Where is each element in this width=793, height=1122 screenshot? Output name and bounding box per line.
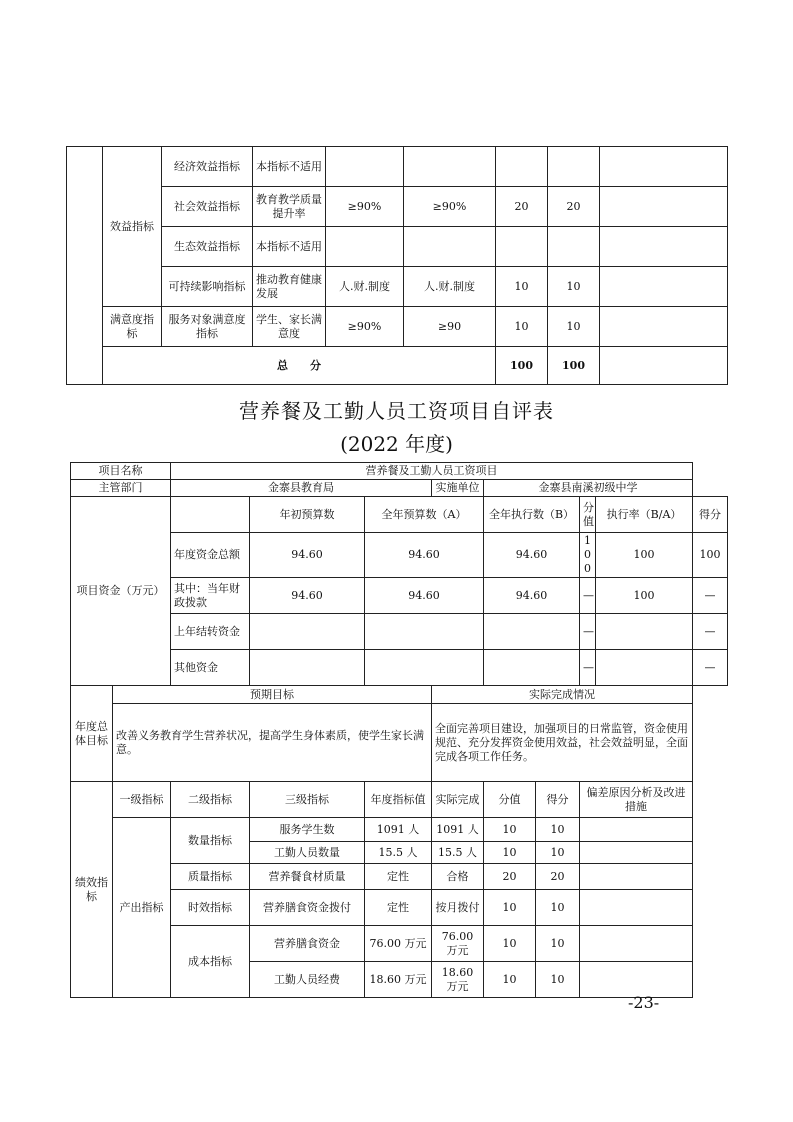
target-cell: 人.财.制度: [326, 267, 404, 307]
blank-cell: [67, 147, 103, 385]
deviation-cell: [580, 890, 693, 926]
l3-cell: 营养膳食资金拨付: [250, 890, 365, 926]
header-l2: 二级指标: [171, 782, 250, 818]
deviation-cell: [580, 842, 693, 864]
note-cell: [600, 187, 728, 227]
score-cell: 10: [536, 926, 580, 962]
target-cell: 18.60 万元: [365, 962, 432, 998]
header-l1: 一级指标: [113, 782, 171, 818]
actual-cell: 76.00 万元: [432, 926, 484, 962]
score-value-cell: 20: [484, 864, 536, 890]
fund-executed: [484, 614, 580, 650]
l3-cell: 本指标不适用: [253, 147, 326, 187]
fund-name: 上年结转资金: [171, 614, 250, 650]
l2-cell: 可持续影响指标: [162, 267, 253, 307]
satisfaction-score-value: 10: [496, 307, 548, 347]
header-executed: 全年执行数（B）: [484, 497, 580, 533]
score-cell: 10: [536, 962, 580, 998]
table-row: [67, 267, 728, 307]
self-evaluation-table: [70, 462, 728, 998]
total-label: 总 分: [103, 347, 496, 385]
fund-name: 其中：当年财政拨款: [171, 578, 250, 614]
l2-cell: 生态效益指标: [162, 227, 253, 267]
fund-executed: 94.60: [484, 533, 580, 578]
quality-label: 质量指标: [171, 864, 250, 890]
dept-value: 金寨县教育局: [171, 480, 432, 497]
score-cell: [548, 147, 600, 187]
score-value-cell: 10: [484, 926, 536, 962]
header-score: 得分: [693, 497, 728, 533]
table-row: [71, 686, 728, 704]
total-score: 100: [548, 347, 600, 385]
actual-cell: [404, 227, 496, 267]
note-cell: [600, 267, 728, 307]
actual-cell: 按月拨付: [432, 890, 484, 926]
deviation-cell: [580, 818, 693, 842]
header-target: 年度指标值: [365, 782, 432, 818]
table-row: [71, 497, 728, 533]
fund-score: —: [693, 614, 728, 650]
table-row: [71, 782, 728, 818]
deviation-cell: [580, 926, 693, 962]
header-score-value: 分值: [484, 782, 536, 818]
actual-cell: [404, 147, 496, 187]
table-row: [67, 227, 728, 267]
target-cell: 定性: [365, 864, 432, 890]
satisfaction-target: ≥90%: [326, 307, 404, 347]
l3-cell: 营养膳食资金: [250, 926, 365, 962]
score-cell: 20: [536, 864, 580, 890]
fund-executed: [484, 650, 580, 686]
actual-cell: ≥90%: [404, 187, 496, 227]
table-row: [67, 147, 728, 187]
fund-initial: [250, 650, 365, 686]
expected-header: 预期目标: [113, 686, 432, 704]
actual-cell: 15.5 人: [432, 842, 484, 864]
l3-cell: 教育教学质量提升率: [253, 187, 326, 227]
time-label: 时效指标: [171, 890, 250, 926]
l3-cell: 工勤人员经费: [250, 962, 365, 998]
actual-cell: 1091 人: [432, 818, 484, 842]
satisfaction-l2: 服务对象满意度指标: [162, 307, 253, 347]
fund-score-value: 100: [580, 533, 596, 578]
fund-executed: 94.60: [484, 578, 580, 614]
cost-label: 成本指标: [171, 926, 250, 998]
table-row: [67, 307, 728, 347]
actual-cell: 合格: [432, 864, 484, 890]
table-row: [67, 347, 728, 385]
blank-cell: [171, 497, 250, 533]
table-row: [71, 480, 728, 497]
deviation-cell: [580, 864, 693, 890]
score-value-cell: 20: [496, 187, 548, 227]
page-subtitle: (2022 年度): [340, 432, 453, 456]
note-cell: [600, 347, 728, 385]
score-value-cell: 10: [484, 818, 536, 842]
actual-cell: 人.财.制度: [404, 267, 496, 307]
fund-initial: 94.60: [250, 533, 365, 578]
effect-indicator-table: [66, 146, 728, 385]
fund-annual: 94.60: [365, 533, 484, 578]
fund-rate: [596, 614, 693, 650]
page-title: 营养餐及工勤人员工资项目自评表: [239, 399, 554, 423]
l3-cell: 本指标不适用: [253, 227, 326, 267]
fund-rate: 100: [596, 533, 693, 578]
impl-label: 实施单位: [432, 480, 484, 497]
fund-annual: [365, 650, 484, 686]
fund-score-value: —: [580, 650, 596, 686]
score-value-cell: 10: [484, 842, 536, 864]
score-cell: [548, 227, 600, 267]
table-row: [67, 187, 728, 227]
actual-goal: 全面完善项目建设，加强项目的日常监管，资金使用规范、充分发挥资金使用效益，社会效益明显，全面完成各项工作任务。: [432, 704, 693, 782]
header-initial: 年初预算数: [250, 497, 365, 533]
header-score-value: 分值: [580, 497, 596, 533]
target-cell: 76.00 万元: [365, 926, 432, 962]
fund-initial: [250, 614, 365, 650]
impl-value: 金寨县南溪初级中学: [484, 480, 693, 497]
target-cell: 15.5 人: [365, 842, 432, 864]
actual-cell: 18.60 万元: [432, 962, 484, 998]
note-cell: [600, 227, 728, 267]
fund-score: 100: [693, 533, 728, 578]
fund-rate: 100: [596, 578, 693, 614]
page-number: -23-: [628, 993, 660, 1012]
header-l3: 三级指标: [250, 782, 365, 818]
l3-cell: 工勤人员数量: [250, 842, 365, 864]
score-cell: 10: [536, 818, 580, 842]
satisfaction-l3: 学生、家长满意度: [253, 307, 326, 347]
score-cell: 10: [536, 842, 580, 864]
fund-name: 年度资金总额: [171, 533, 250, 578]
fund-score: —: [693, 650, 728, 686]
score-cell: 10: [536, 890, 580, 926]
fund-name: 其他资金: [171, 650, 250, 686]
performance-label: 绩效指标: [71, 782, 113, 998]
target-cell: 定性: [365, 890, 432, 926]
table-row: [71, 704, 728, 782]
quantity-label: 数量指标: [171, 818, 250, 864]
fund-score-value: —: [580, 614, 596, 650]
score-value-cell: 10: [484, 890, 536, 926]
effect-group-label: 效益指标: [103, 147, 162, 307]
note-cell: [600, 147, 728, 187]
fund-initial: 94.60: [250, 578, 365, 614]
output-label: 产出指标: [113, 818, 171, 998]
fund-annual: 94.60: [365, 578, 484, 614]
target-cell: [326, 227, 404, 267]
fund-annual: [365, 614, 484, 650]
score-cell: 10: [548, 267, 600, 307]
target-cell: [326, 147, 404, 187]
score-value-cell: [496, 147, 548, 187]
header-annual: 全年预算数（A）: [365, 497, 484, 533]
l3-cell: 营养餐食材质量: [250, 864, 365, 890]
table-row: [71, 818, 728, 842]
target-cell: 1091 人: [365, 818, 432, 842]
satisfaction-l1: 满意度指标: [103, 307, 162, 347]
fund-rate: [596, 650, 693, 686]
note-cell: [600, 307, 728, 347]
score-value-cell: 10: [484, 962, 536, 998]
score-cell: 20: [548, 187, 600, 227]
project-name-label: 项目名称: [71, 463, 171, 480]
header-score: 得分: [536, 782, 580, 818]
fund-score: —: [693, 578, 728, 614]
dept-label: 主管部门: [71, 480, 171, 497]
satisfaction-actual: ≥90: [404, 307, 496, 347]
score-value-cell: [496, 227, 548, 267]
satisfaction-score: 10: [548, 307, 600, 347]
l2-cell: 社会效益指标: [162, 187, 253, 227]
table-row: [71, 463, 728, 480]
header-actual: 实际完成: [432, 782, 484, 818]
target-cell: ≥90%: [326, 187, 404, 227]
header-rate: 执行率（B/A）: [596, 497, 693, 533]
fund-score-value: —: [580, 578, 596, 614]
l3-cell: 推动教育健康发展: [253, 267, 326, 307]
score-value-cell: 10: [496, 267, 548, 307]
expected-goal: 改善义务教育学生营养状况，提高学生身体素质，使学生家长满意。: [113, 704, 432, 782]
l2-cell: 经济效益指标: [162, 147, 253, 187]
project-name: 营养餐及工勤人员工资项目: [171, 463, 693, 480]
total-score-value: 100: [496, 347, 548, 385]
goals-label: 年度总体目标: [71, 686, 113, 782]
funds-label: 项目资金（万元）: [71, 497, 171, 686]
header-deviation: 偏差原因分析及改进措施: [580, 782, 693, 818]
l3-cell: 服务学生数: [250, 818, 365, 842]
actual-header: 实际完成情况: [432, 686, 693, 704]
